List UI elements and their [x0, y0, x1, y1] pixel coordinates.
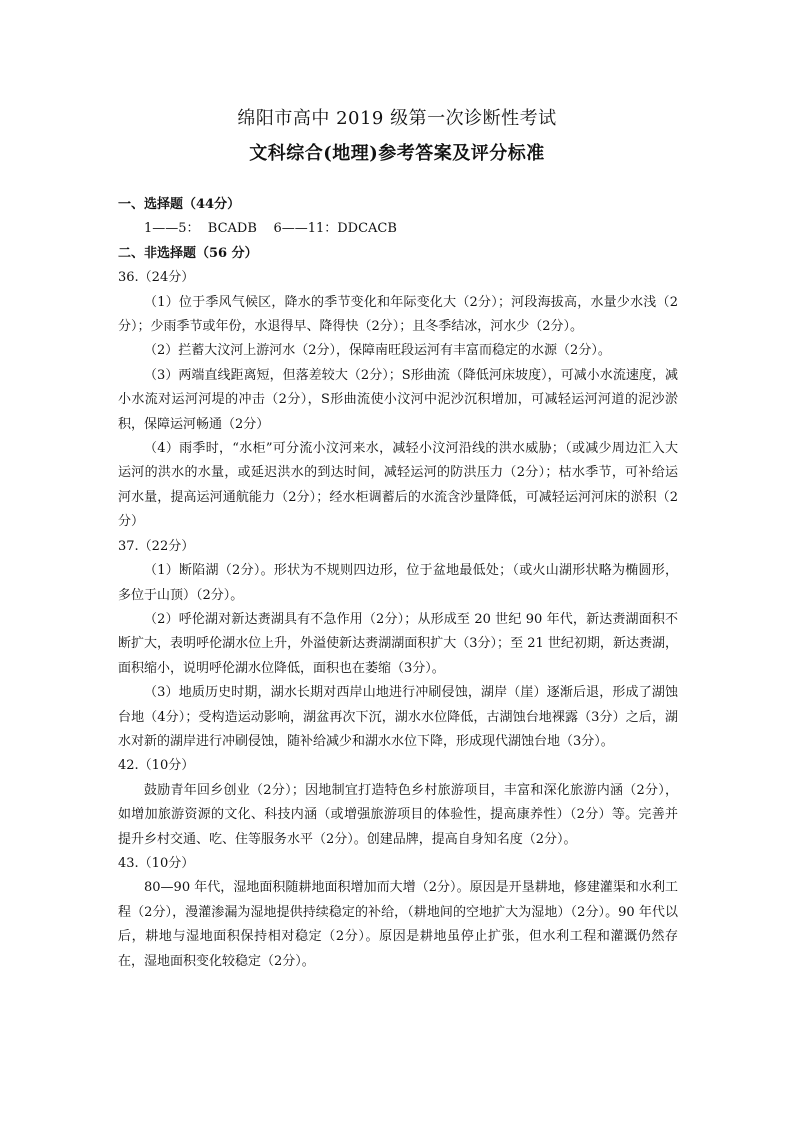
- question-43-label: 43.（10分）: [118, 855, 195, 871]
- section-choice-heading: 一、选择题（44分）: [118, 197, 241, 212]
- section-nonchoice-heading: 二、非选择题（56 分）: [118, 245, 258, 261]
- q36-part1: （1）位于季风气候区，降水的季节变化和年际变化大（2分）；河段海拔高，水量少水浅（2分）；少雨季节或年份，水退得早、降得快（2分）；且冬季结冰，河水少（2分）。: [118, 294, 678, 335]
- q43-answer: 80—90 年代，湿地面积随耕地面积增加而大增（2分）。原因是开垦耕地，修建灌渠和水利工程（2分），漫灌渗漏为湿地提供持续稳定的补给，（耕地间的空地扩大为湿地）（2分）。90 年代以后，耕地与湿地面积保持相对稳定（2分）。原因是耕地虽停止扩张，但水利工程和灌溉仍然存在，湿地面积变化较稳定（2分）。: [118, 880, 678, 969]
- q36-part3: （3）两端直线距离短，但落差较大（2分）；S形曲流（降低河床坡度），可减小水流速度，减小水流对运河河堤的冲击（2分），S形曲流使小汶河中泥沙沉积增加，可减轻运河河道的泥沙淤积，保障运河畅通（2分）: [118, 367, 678, 432]
- question-36-label: 36.（24分）: [118, 270, 195, 286]
- q37-part2: （2）呼伦湖对新达赉湖具有不急作用（2分）；从形成至 20 世纪 90 年代，新达赉湖面积不断扩大，表明呼伦湖水位上升，外溢使新达赉湖湖面积扩大（3分）；至 21 世纪初期，新达赉湖，面积缩小，说明呼伦湖水位降低，面积也在萎缩（3分）。: [118, 611, 678, 676]
- answer-key-subtitle: 文科综合(地理)参考答案及评分标准: [249, 143, 545, 164]
- q36-part2: （2）拦蓄大汶河上游河水（2分），保障南旺段运河有丰富而稳定的水源（2分）。: [144, 343, 611, 359]
- q37-part1: （1）断陷湖（2分）。形状为不规则四边形，位于盆地最低处；（或火山湖形状略为椭圆形，多位于山顶）（2分）。: [118, 563, 678, 603]
- q37-part3: （3）地质历史时期，湖水长期对西岸山地进行冲刷侵蚀，湖岸（崖）逐渐后退，形成了湖蚀台地（4分）；受构造运动影响，湖盆再次下沉，湖水水位降低，古湖蚀台地裸露（3分）之后，湖水对新的湖岸进行冲刷侵蚀，随补给减少和湖水水位下降，形成现代湖蚀台地（3分）。: [118, 685, 678, 749]
- answer-content: [118, 193, 678, 974]
- q36-part4: （4）雨季时，“水柜”可分流小汶河来水，减轻小汶河沿线的洪水威胁；（或减少周边汇入大运河的洪水的水量，或延迟洪水的到达时间，减轻运河的防洪压力（2分）；枯水季节，可补给运河水量，提高运河通航能力（2分）；经水柜调蓄后的水流含沙量降低，可减轻运河河床的淤积（2分）: [118, 441, 678, 530]
- choice-answers: 1——5： BCADB 6——11：DDCACB: [144, 221, 397, 237]
- question-37-label: 37.（22分）: [118, 538, 195, 554]
- question-42-label: 42.（10分）: [118, 758, 195, 774]
- exam-title: 绵阳市高中 2019 级第一次诊断性考试: [237, 108, 557, 129]
- q42-answer: 鼓励青年回乡创业（2分）；因地制宜打造特色乡村旅游项目，丰富和深化旅游内涵（2分），如增加旅游资源的文化、科技内涵（或增强旅游项目的体验性，提高康养性）（2分）等。完善并提升乡村交通、吃、住等服务水平（2分）。创建品牌，提高自身知名度（2分）。: [118, 782, 678, 847]
